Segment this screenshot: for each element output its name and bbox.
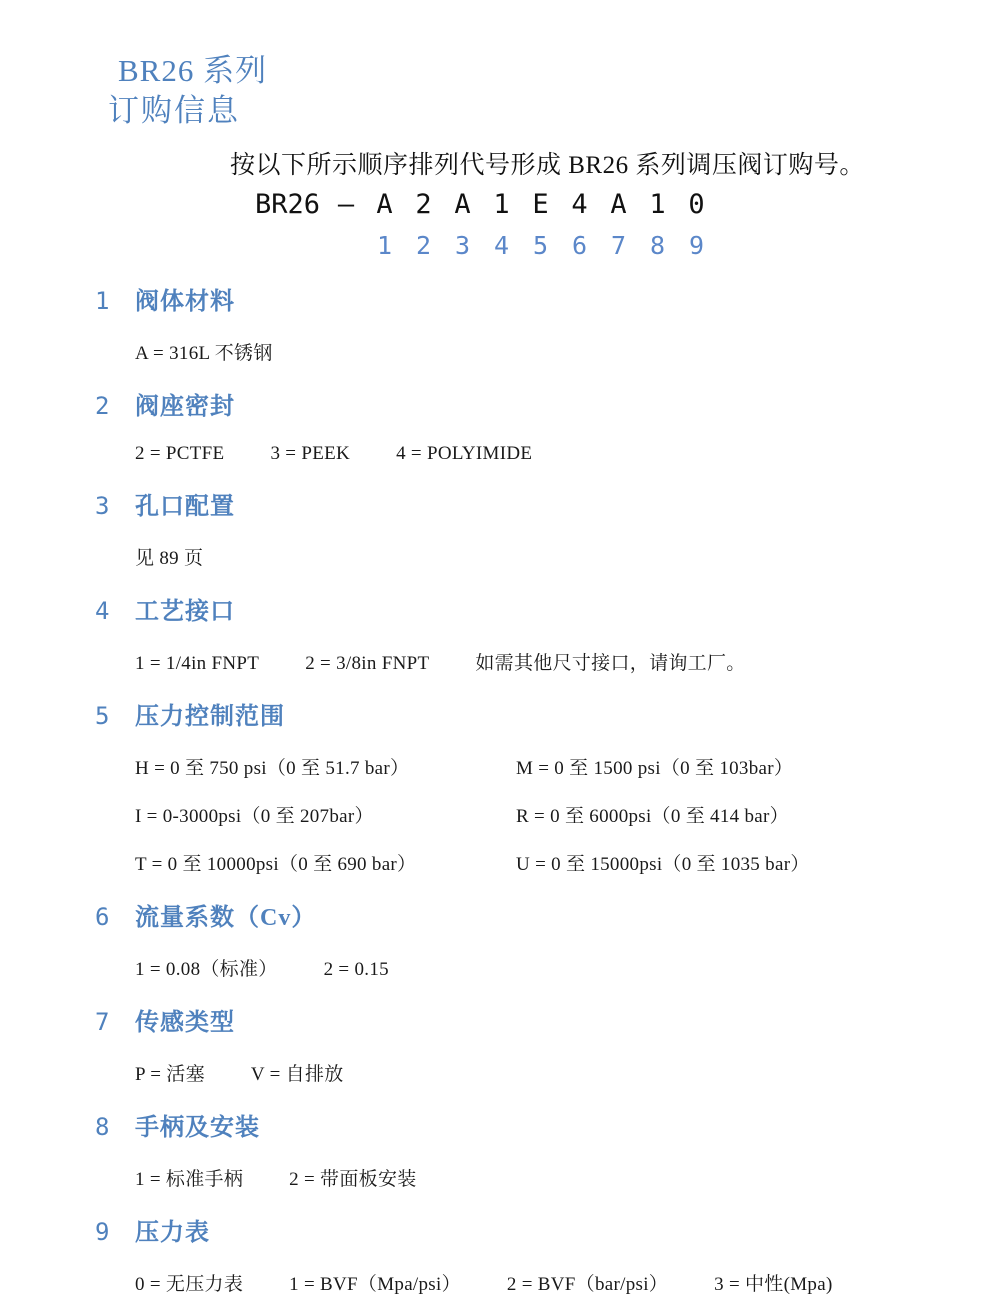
position-number-cell: 5: [532, 231, 549, 261]
section-number: 6: [95, 903, 110, 932]
position-number-cell: 3: [454, 231, 471, 261]
section-rows: [0, 648, 985, 675]
option-item: 2 = 0.15: [323, 959, 389, 981]
section-number: 1: [95, 287, 110, 316]
option-item: R = 0 至 6000psi（0 至 414 bar）: [516, 806, 789, 828]
option-item: 1 = 0.08（标准）: [135, 959, 278, 981]
section: [0, 1002, 985, 1086]
section-heading: [0, 1002, 985, 1037]
option-row: [0, 954, 985, 981]
option-row: [0, 443, 985, 465]
option-item: I = 0-3000psi（0 至 207bar）: [135, 806, 374, 828]
section: [0, 591, 985, 675]
section-rows: [0, 443, 985, 465]
option-row: [0, 543, 985, 570]
section-title: 压力表: [135, 1220, 210, 1247]
option-item: 见 89 页: [135, 548, 204, 570]
option-item: A = 316L 不锈钢: [135, 343, 273, 365]
option-item: 2 = PCTFE: [135, 443, 225, 465]
option-row: [0, 1059, 985, 1086]
section-rows: [0, 753, 985, 876]
section: [0, 281, 985, 365]
section-rows: [0, 954, 985, 981]
position-number-cell: 9: [688, 231, 705, 261]
page-title-ordering-info: 订购信息: [108, 92, 240, 128]
option-row: [0, 849, 985, 876]
model-code-cell: A: [454, 189, 471, 221]
position-number-cell: 2: [415, 231, 432, 261]
section-heading: [0, 591, 985, 626]
section-number: 9: [95, 1218, 110, 1247]
model-code-cell: A: [610, 189, 627, 221]
option-item: 2 = BVF（bar/psi）: [506, 1274, 669, 1296]
option-item: U = 0 至 15000psi（0 至 1035 bar）: [516, 854, 810, 876]
position-number-cell: 8: [649, 231, 666, 261]
section-rows: [0, 543, 985, 570]
sections-container: [0, 281, 985, 1296]
model-code-cell: 0: [688, 189, 705, 221]
section-number: 3: [95, 492, 110, 521]
option-item: 3 = PEEK: [270, 443, 351, 465]
option-item: 1 = 标准手柄: [135, 1169, 244, 1191]
title-block: [0, 52, 985, 131]
position-row-spacer: [255, 231, 365, 261]
section-title: 流量系数（Cv）: [135, 905, 317, 932]
page-title-series: BR26 系列: [118, 53, 268, 88]
section-heading: [0, 281, 985, 316]
option-item: H = 0 至 750 psi（0 至 51.7 bar）: [135, 758, 410, 780]
option-row: [0, 338, 985, 365]
model-code-cell: 1: [493, 189, 510, 221]
section-heading: [0, 1212, 985, 1247]
position-number-cell: 4: [493, 231, 510, 261]
model-code-cell: A: [376, 189, 393, 221]
section-number: 2: [95, 392, 110, 421]
model-code-prefix: BR26: [255, 189, 321, 221]
option-row: [0, 648, 985, 675]
section-rows: [0, 338, 985, 365]
section-heading: [0, 696, 985, 731]
section-rows: [0, 1059, 985, 1086]
section: [0, 486, 985, 570]
option-item: 0 = 无压力表: [135, 1274, 244, 1296]
section-heading: [0, 386, 985, 421]
model-code-row: [0, 189, 985, 221]
option-row: [0, 801, 985, 828]
option-item: 如需其他尺寸接口，请询工厂。: [475, 653, 746, 675]
section-heading: [0, 1107, 985, 1142]
section-heading: [0, 897, 985, 932]
section-title: 工艺接口: [135, 599, 235, 626]
model-code-dash: —: [337, 189, 355, 221]
section-number: 8: [95, 1113, 110, 1142]
position-number-row: [0, 231, 985, 261]
section-title: 传感类型: [135, 1010, 235, 1037]
option-item: V = 自排放: [250, 1064, 344, 1086]
model-code-cell: E: [532, 189, 549, 221]
section: [0, 1212, 985, 1296]
model-code-cell: 2: [415, 189, 432, 221]
option-item: 3 = 中性(Mpa): [714, 1274, 833, 1296]
option-item: M = 0 至 1500 psi（0 至 103bar）: [516, 758, 794, 780]
section-number: 4: [95, 597, 110, 626]
position-number-cell: 7: [610, 231, 627, 261]
model-code-cell: 1: [649, 189, 666, 221]
section-heading: [0, 486, 985, 521]
section-title: 孔口配置: [135, 494, 235, 521]
option-item: 1 = 1/4in FNPT: [135, 653, 260, 675]
model-code-block: [0, 189, 985, 261]
option-row: [0, 753, 985, 780]
section: [0, 386, 985, 465]
section-number: 7: [95, 1008, 110, 1037]
section-title: 阀座密封: [135, 394, 235, 421]
section: [0, 1107, 985, 1191]
option-item: 1 = BVF（Mpa/psi）: [289, 1274, 461, 1296]
section-title: 手柄及安装: [135, 1115, 260, 1142]
option-item: P = 活塞: [135, 1064, 205, 1086]
option-row: [0, 1269, 985, 1296]
section-number: 5: [95, 702, 110, 731]
option-item: 2 = 3/8in FNPT: [305, 653, 430, 675]
section-rows: [0, 1164, 985, 1191]
position-number-cell: 1: [376, 231, 393, 261]
position-number-cell: 6: [571, 231, 588, 261]
option-item: 2 = 带面板安装: [289, 1169, 417, 1191]
option-row: [0, 1164, 985, 1191]
section: [0, 696, 985, 876]
section-title: 压力控制范围: [135, 704, 285, 731]
section-rows: [0, 1269, 985, 1296]
section-title: 阀体材料: [135, 289, 235, 316]
option-item: 4 = POLYIMIDE: [396, 443, 533, 465]
model-code-cell: 4: [571, 189, 588, 221]
option-item: T = 0 至 10000psi（0 至 690 bar）: [135, 854, 417, 876]
intro-sentence: 按以下所示顺序排列代号形成 BR26 系列调压阀订购号。: [230, 152, 865, 180]
section: [0, 897, 985, 981]
